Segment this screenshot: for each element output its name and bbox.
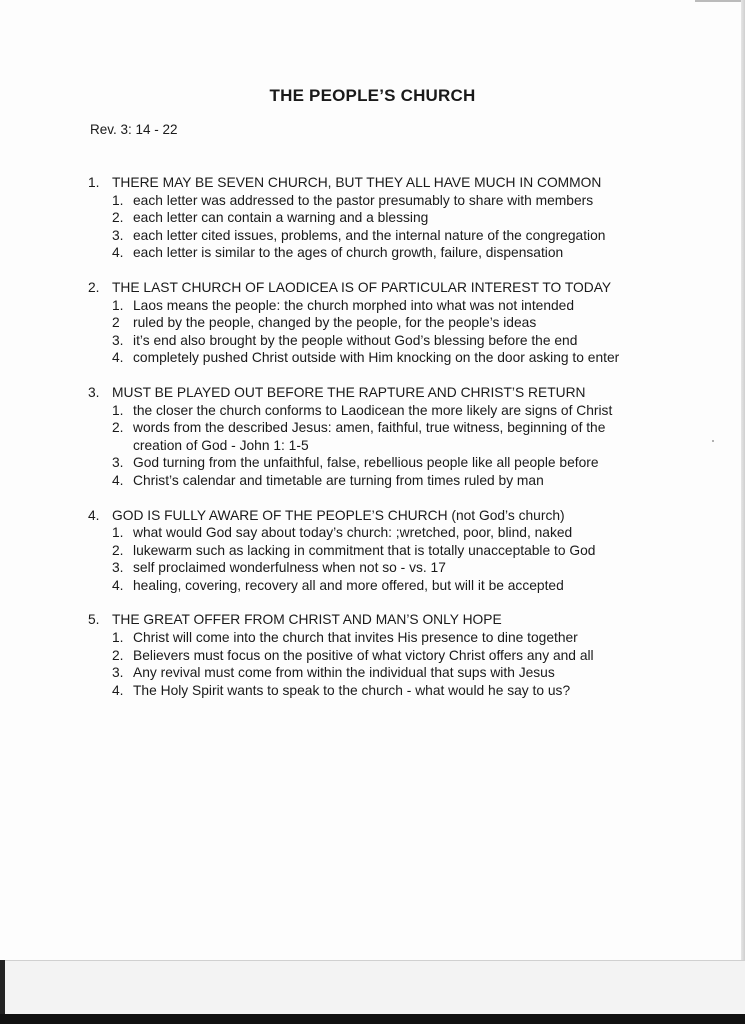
item-number: 2. bbox=[112, 647, 124, 663]
item-number: 4. bbox=[112, 350, 124, 366]
outline-item bbox=[88, 192, 658, 210]
section-number: 4. bbox=[88, 507, 100, 523]
outline-item bbox=[88, 559, 658, 577]
outline-item bbox=[88, 419, 658, 454]
item-number: 3. bbox=[112, 332, 124, 348]
item-text: Believers must focus on the positive of what victory Christ offers any and all bbox=[133, 647, 594, 663]
outline-item bbox=[88, 332, 658, 350]
item-text: each letter cited issues, problems, and the internal nature of the congregation bbox=[133, 227, 606, 243]
item-number: 1. bbox=[112, 402, 124, 418]
item-number: 1. bbox=[112, 630, 124, 646]
item-text: Laos means the people: the church morphed into what was not intended bbox=[133, 297, 575, 313]
item-text: Any revival must come from within the individual that sups with Jesus bbox=[133, 665, 555, 681]
item-number: 2 bbox=[112, 315, 120, 331]
item-number: 2. bbox=[112, 420, 124, 436]
item-text: ruled by the people, changed by the people, for the people’s ideas bbox=[133, 315, 537, 331]
outline-section bbox=[88, 611, 658, 699]
scripture-reference: Rev. 3: 14 - 22 bbox=[90, 122, 178, 137]
item-text: the closer the church conforms to Laodicean the more likely are signs of Christ bbox=[133, 402, 613, 418]
outline-item bbox=[88, 664, 658, 682]
section-heading bbox=[88, 611, 658, 629]
outline-item bbox=[88, 209, 658, 227]
scan-edge-bottom bbox=[0, 1014, 745, 1024]
outline-item bbox=[88, 542, 658, 560]
section-number: 3. bbox=[88, 384, 100, 400]
section-heading-text: GOD IS FULLY AWARE OF THE PEOPLE’S CHURCH (not God’s church) bbox=[112, 507, 565, 523]
item-text: each letter is similar to the ages of church growth, failure, dispensation bbox=[133, 245, 564, 261]
outline-item bbox=[88, 577, 658, 595]
section-heading-text: THE GREAT OFFER FROM CHRIST AND MAN’S ONLY HOPE bbox=[112, 612, 502, 628]
item-text: words from the described Jesus: amen, faithful, true witness, beginning of the creation of God - John 1: 1-5 bbox=[133, 420, 606, 453]
outline-item bbox=[88, 524, 658, 542]
outline-item bbox=[88, 349, 658, 367]
item-number: 3. bbox=[112, 455, 124, 471]
outline-item bbox=[88, 297, 658, 315]
item-text: self proclaimed wonderfulness when not so - vs. 17 bbox=[133, 560, 446, 576]
item-number: 4. bbox=[112, 472, 124, 488]
item-number: 1. bbox=[112, 192, 124, 208]
section-number: 1. bbox=[88, 175, 100, 190]
scan-speck bbox=[712, 440, 714, 442]
section-heading bbox=[88, 279, 658, 297]
outline-item bbox=[88, 244, 658, 262]
outline-item bbox=[88, 647, 658, 665]
item-text: each letter was addressed to the pastor presumably to share with members bbox=[133, 192, 594, 208]
section-number: 2. bbox=[88, 279, 100, 295]
item-text: what would God say about today’s church: ;wretched, poor, blind, naked bbox=[133, 525, 573, 541]
item-text: God turning from the unfaithful, false, rebellious people like all people before bbox=[133, 455, 599, 471]
item-number: 2. bbox=[112, 542, 124, 558]
outline-item bbox=[88, 629, 658, 647]
outline-item bbox=[88, 402, 658, 420]
outline-item bbox=[88, 454, 658, 472]
sermon-outline bbox=[88, 174, 658, 716]
item-number: 3. bbox=[112, 227, 124, 243]
item-text: Christ’s calendar and timetable are turning from times ruled by man bbox=[133, 472, 544, 488]
outline-section bbox=[88, 384, 658, 490]
outline-section bbox=[88, 174, 658, 262]
scan-edge-top bbox=[695, 0, 745, 2]
section-heading bbox=[88, 174, 658, 192]
item-text: healing, covering, recovery all and more offered, but will it be accepted bbox=[133, 577, 564, 593]
item-text: The Holy Spirit wants to speak to the church - what would he say to us? bbox=[133, 682, 571, 698]
section-heading bbox=[88, 507, 658, 525]
item-number: 3. bbox=[112, 665, 124, 681]
outline-item bbox=[88, 227, 658, 245]
scan-bottom-margin bbox=[0, 960, 745, 1015]
outline-section bbox=[88, 507, 658, 595]
outline-item bbox=[88, 314, 658, 332]
item-number: 4. bbox=[112, 682, 124, 698]
item-text: completely pushed Christ outside with Him knocking on the door asking to enter bbox=[133, 350, 620, 366]
item-number: 1. bbox=[112, 525, 124, 541]
item-number: 4. bbox=[112, 245, 124, 261]
section-number: 5. bbox=[88, 612, 100, 628]
section-heading bbox=[88, 384, 658, 402]
section-heading-text: THE LAST CHURCH OF LAODICEA IS OF PARTICULAR INTEREST TO TODAY bbox=[112, 279, 612, 295]
section-heading-text: THERE MAY BE SEVEN CHURCH, BUT THEY ALL HAVE MUCH IN COMMON bbox=[112, 175, 602, 190]
scan-edge-right bbox=[741, 0, 745, 960]
item-text: each letter can contain a warning and a blessing bbox=[133, 210, 429, 226]
item-text: it’s end also brought by the people without God’s blessing before the end bbox=[133, 332, 578, 348]
outline-item bbox=[88, 472, 658, 490]
item-number: 2. bbox=[112, 210, 124, 226]
item-text: lukewarm such as lacking in commitment that is totally unacceptable to God bbox=[133, 542, 596, 558]
item-number: 1. bbox=[112, 297, 124, 313]
page-title: THE PEOPLE’S CHURCH bbox=[269, 86, 476, 105]
section-heading-text: MUST BE PLAYED OUT BEFORE THE RAPTURE AND CHRIST’S RETURN bbox=[112, 384, 586, 400]
item-number: 3. bbox=[112, 560, 124, 576]
item-number: 4. bbox=[112, 577, 124, 593]
outline-item bbox=[88, 682, 658, 700]
item-text: Christ will come into the church that invites His presence to dine together bbox=[133, 630, 578, 646]
outline-section bbox=[88, 279, 658, 367]
